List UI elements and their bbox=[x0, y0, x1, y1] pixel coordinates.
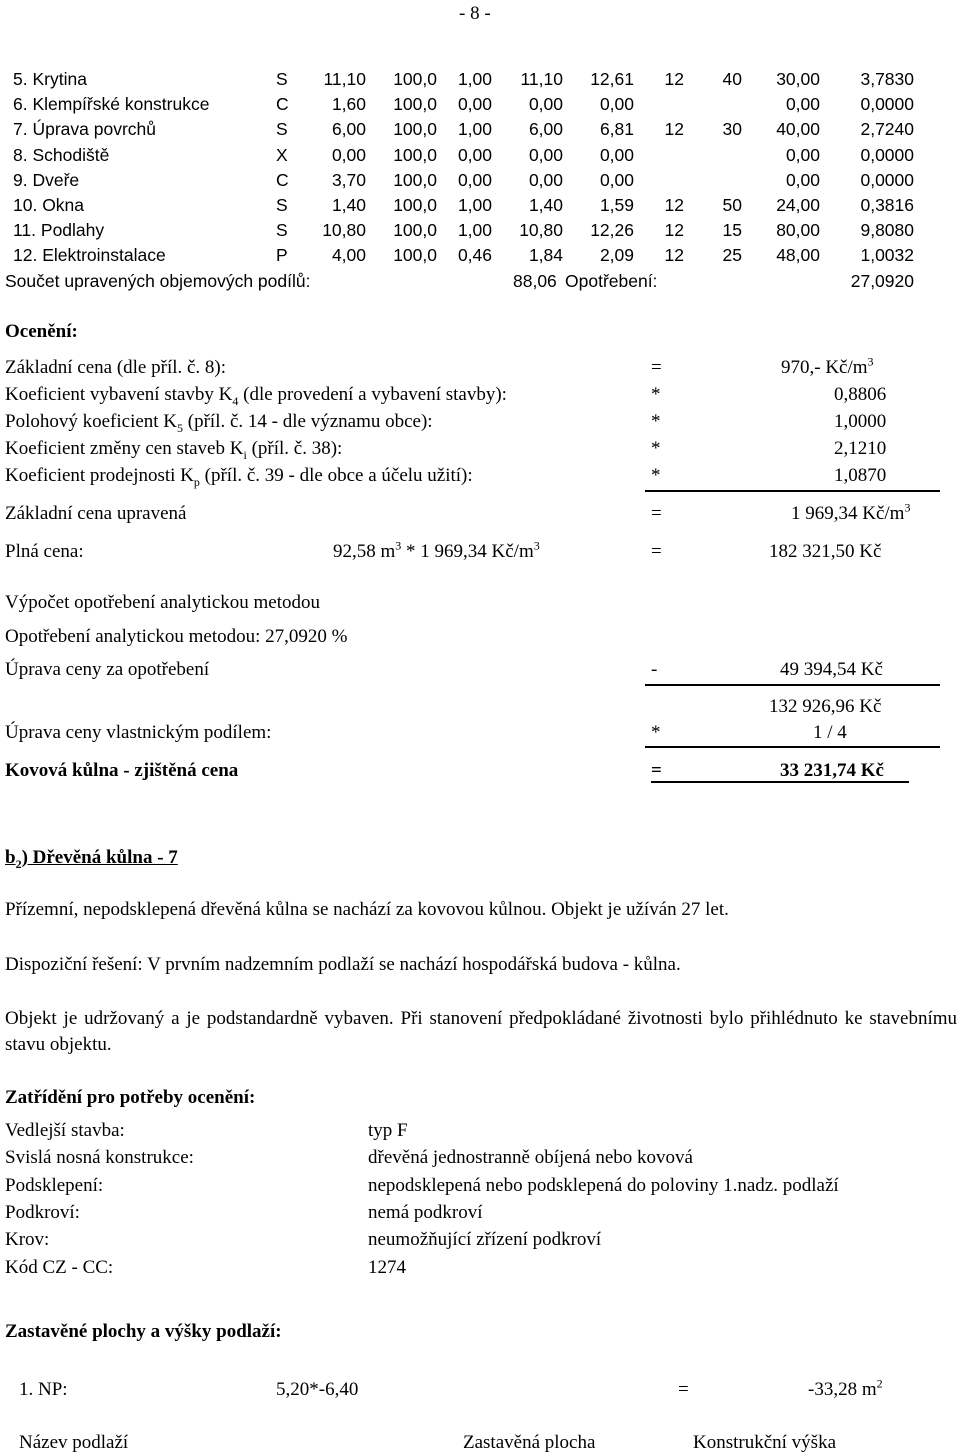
component-cell: 6,00 bbox=[528, 119, 563, 140]
component-cell: 100,0 bbox=[393, 119, 437, 140]
component-cell: 1,00 bbox=[457, 69, 492, 89]
ki-label: Koeficient změny cen staveb $K_i$ (příl. č. 38): bbox=[5, 438, 343, 462]
adjusted-price-value: 1 969,34 $Kč/m^3$ bbox=[791, 500, 911, 524]
ki-op: * bbox=[651, 438, 661, 459]
page-number: - 8 - bbox=[459, 3, 491, 24]
base-price-value: 970,- $Kč/m^3$ bbox=[781, 354, 874, 378]
classification-value: typ F bbox=[368, 1120, 408, 1141]
component-cell: 0,3816 bbox=[860, 195, 914, 215]
component-name: 7. Úprava povrchů bbox=[13, 119, 156, 140]
full-price-calc: 92,58 $m^3 * 1$ 969,34 $Kč/m^3$ bbox=[333, 538, 540, 562]
column-header-height: Konstrukční výška bbox=[693, 1432, 837, 1453]
wear-adjust-value: 49 394,54 Kč bbox=[780, 659, 883, 680]
component-name: 5. Krytina bbox=[13, 69, 87, 89]
component-cell: 1,40 bbox=[528, 195, 563, 215]
component-cell: 12,61 bbox=[590, 69, 634, 89]
column-header-area: Zastavěná plocha bbox=[463, 1432, 596, 1453]
classification-heading: Zatřídění pro potřeby ocenění: bbox=[5, 1087, 256, 1108]
component-cell: S bbox=[276, 119, 288, 140]
classification-label: Vedlejší stavba: bbox=[5, 1120, 125, 1141]
component-cell: S bbox=[276, 195, 288, 215]
component-cell: 4,00 bbox=[331, 245, 366, 266]
component-cell: 0,00 bbox=[599, 144, 634, 165]
component-cell: 1,00 bbox=[457, 220, 492, 241]
kp-value: 1,0870 bbox=[834, 465, 887, 486]
component-cell: 1,60 bbox=[331, 94, 366, 115]
classification-value: dřevěná jednostranně obíjená nebo kovová bbox=[368, 1147, 693, 1169]
component-cell: C bbox=[276, 94, 289, 115]
adjusted-price-label: Základní cena upravená bbox=[5, 503, 187, 524]
section-title: $b_2$) Dřevěná kůlna - 7 bbox=[5, 847, 178, 871]
component-cell: 1,59 bbox=[599, 195, 634, 215]
final-underline bbox=[651, 781, 909, 783]
component-cell: 24,00 bbox=[776, 195, 820, 215]
component-cell: 80,00 bbox=[776, 220, 820, 241]
sum-label: Součet upravených objemových podílů: bbox=[5, 271, 311, 291]
full-price-label: Plná cena: bbox=[5, 541, 84, 562]
component-name: 12. Elektroinstalace bbox=[13, 245, 166, 266]
kp-label: Koeficient prodejnosti $K_p$ (příl. č. 39 - dle obce a účelu užití): bbox=[5, 465, 473, 489]
sum-value: 88,06 bbox=[513, 271, 557, 291]
component-cell: 1,00 bbox=[457, 119, 492, 140]
component-cell: 10,80 bbox=[519, 220, 563, 241]
k4-op: * bbox=[651, 384, 661, 405]
final-price-label: Kovová kůlna - zjištěná cena bbox=[5, 760, 239, 781]
share-op: * bbox=[651, 722, 661, 743]
component-cell: 12 bbox=[664, 220, 684, 241]
divider-line bbox=[645, 684, 940, 686]
component-cell: 12 bbox=[664, 245, 684, 266]
component-cell: 0,00 bbox=[331, 144, 366, 165]
component-cell: C bbox=[276, 169, 289, 190]
component-cell: 1,84 bbox=[528, 245, 563, 266]
wear-adjust-label: Úprava ceny za opotřebení bbox=[5, 659, 210, 680]
component-cell: 12 bbox=[664, 195, 684, 215]
classification-label: Podkroví: bbox=[5, 1201, 80, 1223]
component-cell: 0,00 bbox=[457, 94, 492, 115]
component-cell: 0,46 bbox=[457, 245, 492, 266]
component-cell: 0,00 bbox=[528, 94, 563, 115]
divider-line bbox=[645, 490, 940, 492]
full-price-op: = bbox=[651, 541, 662, 562]
component-cell: 25 bbox=[722, 245, 742, 266]
component-cell: 11,10 bbox=[520, 69, 563, 89]
component-cell: 1,40 bbox=[331, 195, 366, 215]
component-cell: X bbox=[276, 144, 288, 165]
floor-area-value: -33,28 $m^2$ bbox=[808, 1376, 883, 1400]
built-area-heading: Zastavěné plochy a výšky podlaží: bbox=[5, 1321, 282, 1342]
component-cell: 12 bbox=[664, 119, 684, 140]
component-cell: 30 bbox=[722, 119, 742, 140]
component-cell: 0,00 bbox=[528, 144, 563, 165]
component-cell: 0,00 bbox=[599, 94, 634, 115]
column-header-floor: Název podlaží bbox=[19, 1432, 129, 1453]
classification-value: 1274 bbox=[368, 1256, 406, 1278]
floor-op: = bbox=[678, 1379, 689, 1400]
k4-value: 0,8806 bbox=[834, 384, 887, 405]
component-name: 8. Schodiště bbox=[13, 144, 110, 165]
paragraph: Přízemní, nepodsklepená dřevěná kůlna se nachází za kovovou kůlnou. Objekt je užíván 27 let. bbox=[5, 899, 729, 920]
component-cell: 100,0 bbox=[393, 220, 437, 241]
component-cell: 0,00 bbox=[785, 94, 820, 115]
component-cell: 2,09 bbox=[599, 245, 634, 266]
component-cell: 100,0 bbox=[393, 94, 437, 115]
wear-label: Opotřebení: bbox=[565, 271, 658, 291]
component-cell: 0,0000 bbox=[860, 169, 914, 190]
component-cell: 40,00 bbox=[776, 119, 820, 140]
final-price-value: 33 231,74 Kč bbox=[780, 760, 884, 781]
final-price-op: = bbox=[651, 760, 662, 781]
wear-method: Výpočet opotřebení analytickou metodou bbox=[5, 592, 320, 613]
ki-value: 2,1210 bbox=[834, 438, 887, 459]
classification-value: neumožňující zřízení podkroví bbox=[368, 1229, 602, 1251]
component-cell: 0,00 bbox=[457, 169, 492, 190]
component-cell: 48,00 bbox=[776, 245, 820, 266]
component-name: 11. Podlahy bbox=[13, 220, 105, 241]
component-cell: 12,26 bbox=[590, 220, 634, 241]
component-cell: 6,81 bbox=[599, 119, 634, 140]
component-cell: 0,00 bbox=[599, 169, 634, 190]
component-cell: S bbox=[276, 69, 288, 89]
wear-analytic: Opotřebení analytickou metodou: 27,0920 % bbox=[5, 626, 348, 647]
component-cell: 11,10 bbox=[323, 69, 366, 89]
k5-label: Polohový koeficient $K_5$ (příl. č. 14 - dle významu obce): bbox=[5, 411, 433, 435]
component-cell: 1,00 bbox=[457, 195, 492, 215]
component-cell: P bbox=[276, 245, 288, 266]
component-cell: 0,00 bbox=[457, 144, 492, 165]
component-cell: 100,0 bbox=[393, 245, 437, 266]
component-cell: 0,00 bbox=[785, 169, 820, 190]
component-cell: 100,0 bbox=[393, 169, 437, 190]
component-cell: 12 bbox=[664, 69, 684, 89]
floor-calc: 5,20*-6,40 bbox=[276, 1379, 359, 1400]
k4-label: Koeficient vybavení stavby $K_4$ (dle provedení a vybavení stavby): bbox=[5, 384, 507, 408]
share-label: Úprava ceny vlastnickým podílem: bbox=[5, 722, 272, 743]
classification-value: nepodsklepená nebo podsklepená do poloviny 1.nadz. podlaží bbox=[368, 1174, 839, 1196]
component-cell: 100,0 bbox=[393, 195, 437, 215]
component-cell: 3,70 bbox=[331, 169, 366, 190]
classification-label: Svislá nosná konstrukce: bbox=[5, 1147, 194, 1169]
component-cell: 15 bbox=[722, 220, 742, 241]
valuation-heading: Ocenění: bbox=[5, 321, 78, 342]
share-value: 1 / 4 bbox=[813, 722, 847, 743]
kp-op: * bbox=[651, 465, 661, 486]
component-cell: 1,0032 bbox=[860, 245, 914, 266]
component-cell: 40 bbox=[722, 69, 742, 89]
component-cell: 0,0000 bbox=[860, 144, 914, 165]
component-cell: 100,0 bbox=[393, 69, 437, 89]
paragraph: Dispoziční řešení: V prvním nadzemním podlaží se nachází hospodářská budova - kůlna. bbox=[5, 954, 681, 975]
component-cell: 30,00 bbox=[776, 69, 820, 89]
wear-adjust-op: - bbox=[651, 659, 658, 680]
wear-value: 27,0920 bbox=[850, 271, 914, 291]
component-cell: 100,0 bbox=[393, 144, 437, 165]
component-cell: 0,00 bbox=[785, 144, 820, 165]
component-cell: 0,0000 bbox=[860, 94, 914, 115]
component-cell: 3,7830 bbox=[860, 69, 914, 89]
subtotal-value: 132 926,96 Kč bbox=[769, 696, 882, 717]
k5-op: * bbox=[651, 411, 661, 432]
k5-value: 1,0000 bbox=[834, 411, 887, 432]
classification-label: Kód CZ - CC: bbox=[5, 1256, 114, 1278]
component-name: 10. Okna bbox=[13, 195, 85, 215]
component-cell: 50 bbox=[722, 195, 742, 215]
component-cell: 2,7240 bbox=[860, 119, 914, 140]
divider-line bbox=[645, 746, 940, 748]
full-price-value: 182 321,50 Kč bbox=[769, 541, 882, 562]
classification-label: Podsklepení: bbox=[5, 1174, 104, 1196]
base-price-op: = bbox=[651, 357, 662, 378]
paragraph: Objekt je udržovaný a je podstandardně vybaven. Při stanovení předpokládané životnosti bylo přihlédnuto ke stavebnímu stavu objektu. bbox=[5, 1008, 957, 1055]
classification-value: nemá podkroví bbox=[368, 1201, 483, 1223]
floor-label: 1. NP: bbox=[19, 1379, 68, 1400]
classification-label: Krov: bbox=[5, 1229, 50, 1251]
component-name: 6. Klempířské konstrukce bbox=[13, 94, 210, 115]
component-cell: 9,8080 bbox=[860, 220, 914, 241]
component-cell: S bbox=[276, 220, 288, 241]
component-cell: 0,00 bbox=[528, 169, 563, 190]
adjusted-price-op: = bbox=[651, 503, 662, 524]
component-cell: 10,80 bbox=[322, 220, 366, 241]
component-cell: 6,00 bbox=[331, 119, 366, 140]
base-price-label: Základní cena (dle příl. č. 8): bbox=[5, 357, 227, 378]
component-name: 9. Dveře bbox=[13, 169, 80, 190]
